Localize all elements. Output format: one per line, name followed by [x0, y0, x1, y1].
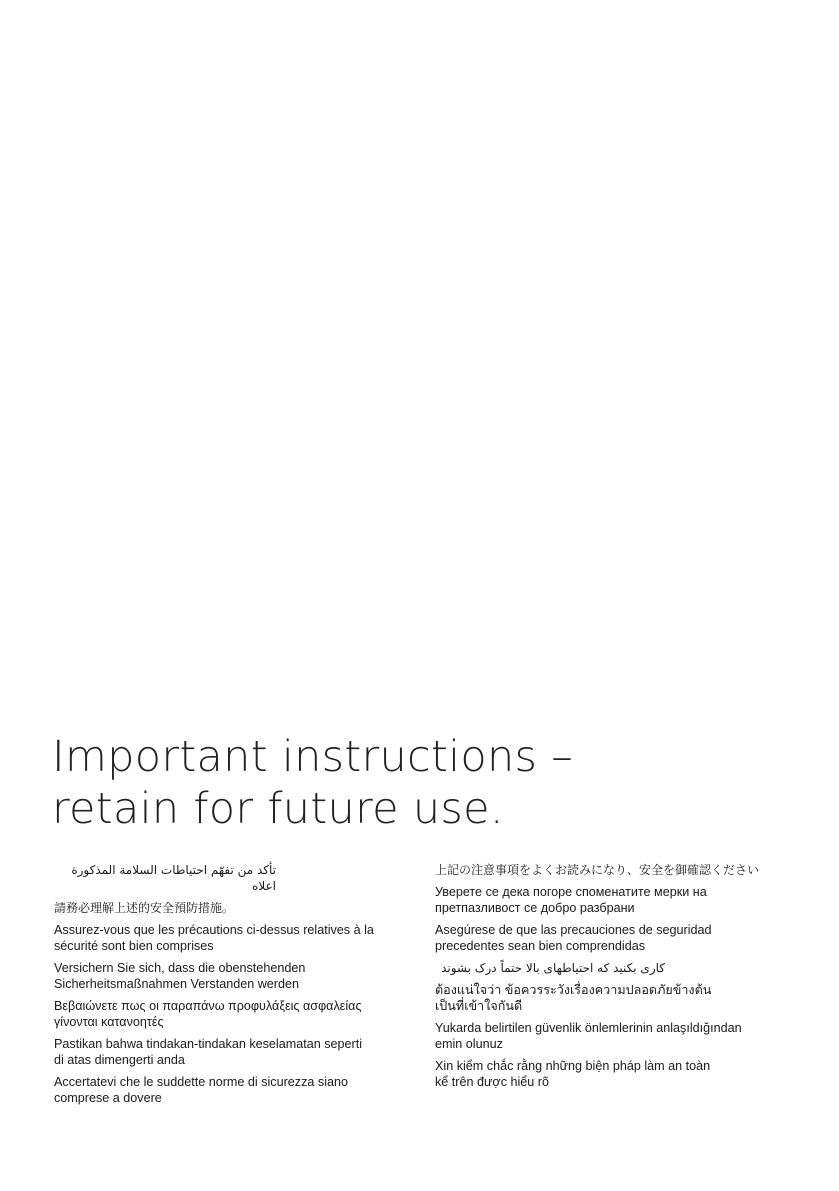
instruction-turkish: Yukarda belirtilen güvenlik önlemlerinin anlaşıldığından emin olunuz	[435, 1021, 742, 1051]
left-column	[54, 862, 394, 1112]
instruction-italian: Accertatevi che le suddette norme di sicurezza siano comprese a dovere	[54, 1075, 349, 1105]
page-title	[52, 731, 573, 835]
instruction-thai: ต้องแน่ใจว่า ข้อควรระวังเรื่องความปลอดภัยข้างต้น เป็นที่เข้าใจกันดี	[435, 983, 712, 1013]
instruction-arabic: تأكد من تفهّم احتياطات السلامة المذكورة اعلاه	[71, 863, 276, 893]
title-line-1: Important instructions –	[52, 732, 574, 782]
instruction-french: Assurez-vous que les précautions ci-dessus relatives à la sécurité sont bien comprises	[54, 923, 374, 953]
instruction-greek: Βεβαιώνετε πως οι παραπάνω προφυλάξεις ασφαλείας γίνονται κατανοητές	[54, 999, 362, 1029]
instruction-chinese: 請務必理解上述的安全預防措施。	[54, 901, 235, 915]
right-column	[435, 862, 780, 1096]
instruction-persian: کاری بکنید که احتیاطهای بالا حتماً درک بشوند	[441, 961, 665, 975]
instruction-vietnamese: Xin kiểm chắc rằng những biện pháp làm an toàn kể trên được hiểu rõ	[435, 1059, 711, 1089]
instruction-malay: Pastikan bahwa tindakan-tindakan keselamatan seperti di atas dimengerti anda	[54, 1037, 363, 1067]
instruction-cyrillic: Уверете се дека погоре споменатите мерки на претпазливост се добро разбрани	[435, 885, 707, 915]
instruction-spanish: Asegúrese de que las precauciones de seguridad precedentes sean bien comprendidas	[435, 923, 712, 953]
instruction-german: Versichern Sie sich, dass die obenstehenden Sicherheitsmaßnahmen Verstanden werden	[54, 961, 306, 991]
title-line-2: retain for future use.	[52, 784, 504, 834]
instruction-japanese: 上記の注意事項をよくお読みになり、安全を御確認ください	[435, 863, 760, 877]
